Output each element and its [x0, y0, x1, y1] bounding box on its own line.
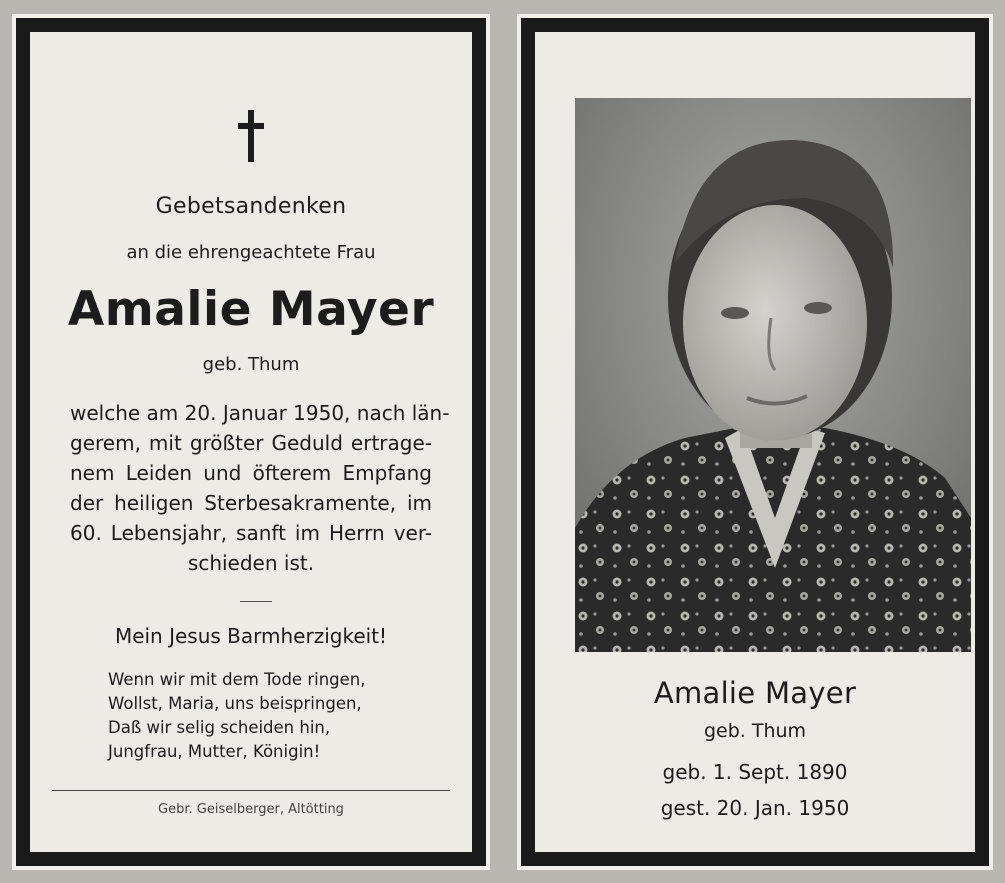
death-date: gest. 20. Jan. 1950 — [660, 796, 850, 820]
right-mourning-frame — [521, 18, 989, 866]
prayer-line: Wenn wir mit dem Tode ringen, — [108, 670, 366, 689]
portrait-photo — [575, 98, 971, 652]
printer-credit: Gebr. Geiselberger, Altötting — [158, 802, 344, 817]
obituary-line: schieden ist. — [187, 551, 315, 575]
cross-icon — [30, 110, 472, 166]
prayer-line: Wollst, Maria, uns beispringen, — [108, 694, 362, 713]
heading: Gebetsandenken — [155, 194, 347, 219]
prayer-line: Daß wir selig scheiden hin, — [108, 718, 331, 737]
obituary-line: gerem, mit größter Geduld ertrage- — [70, 431, 432, 455]
obituary-line: 60. Lebensjahr, sanft im Herrn ver- — [70, 521, 432, 545]
obituary-line: nem Leiden und öfterem Empfang — [70, 461, 432, 485]
left-card — [12, 14, 490, 870]
prayer-verse — [108, 668, 365, 764]
invocation: Mein Jesus Barmherzigkeit! — [114, 624, 388, 648]
long-divider — [52, 790, 450, 791]
portrait-maiden-name: geb. Thum — [703, 720, 807, 742]
deceased-name: Amalie Mayer — [67, 282, 435, 337]
obituary-line: welche am 20. Januar 1950, nach län- — [70, 401, 450, 425]
obituary-text — [70, 398, 450, 578]
short-divider — [240, 601, 272, 602]
left-mourning-frame — [16, 18, 486, 866]
right-card — [517, 14, 993, 870]
birth-date: geb. 1. Sept. 1890 — [662, 760, 848, 784]
portrait-name: Amalie Mayer — [653, 676, 857, 710]
subheading: an die ehrengeachtete Frau — [126, 242, 376, 263]
maiden-name: geb. Thum — [202, 354, 300, 375]
prayer-line: Jungfrau, Mutter, Königin! — [108, 742, 321, 761]
obituary-line: der heiligen Sterbesakramente, im — [70, 491, 432, 515]
